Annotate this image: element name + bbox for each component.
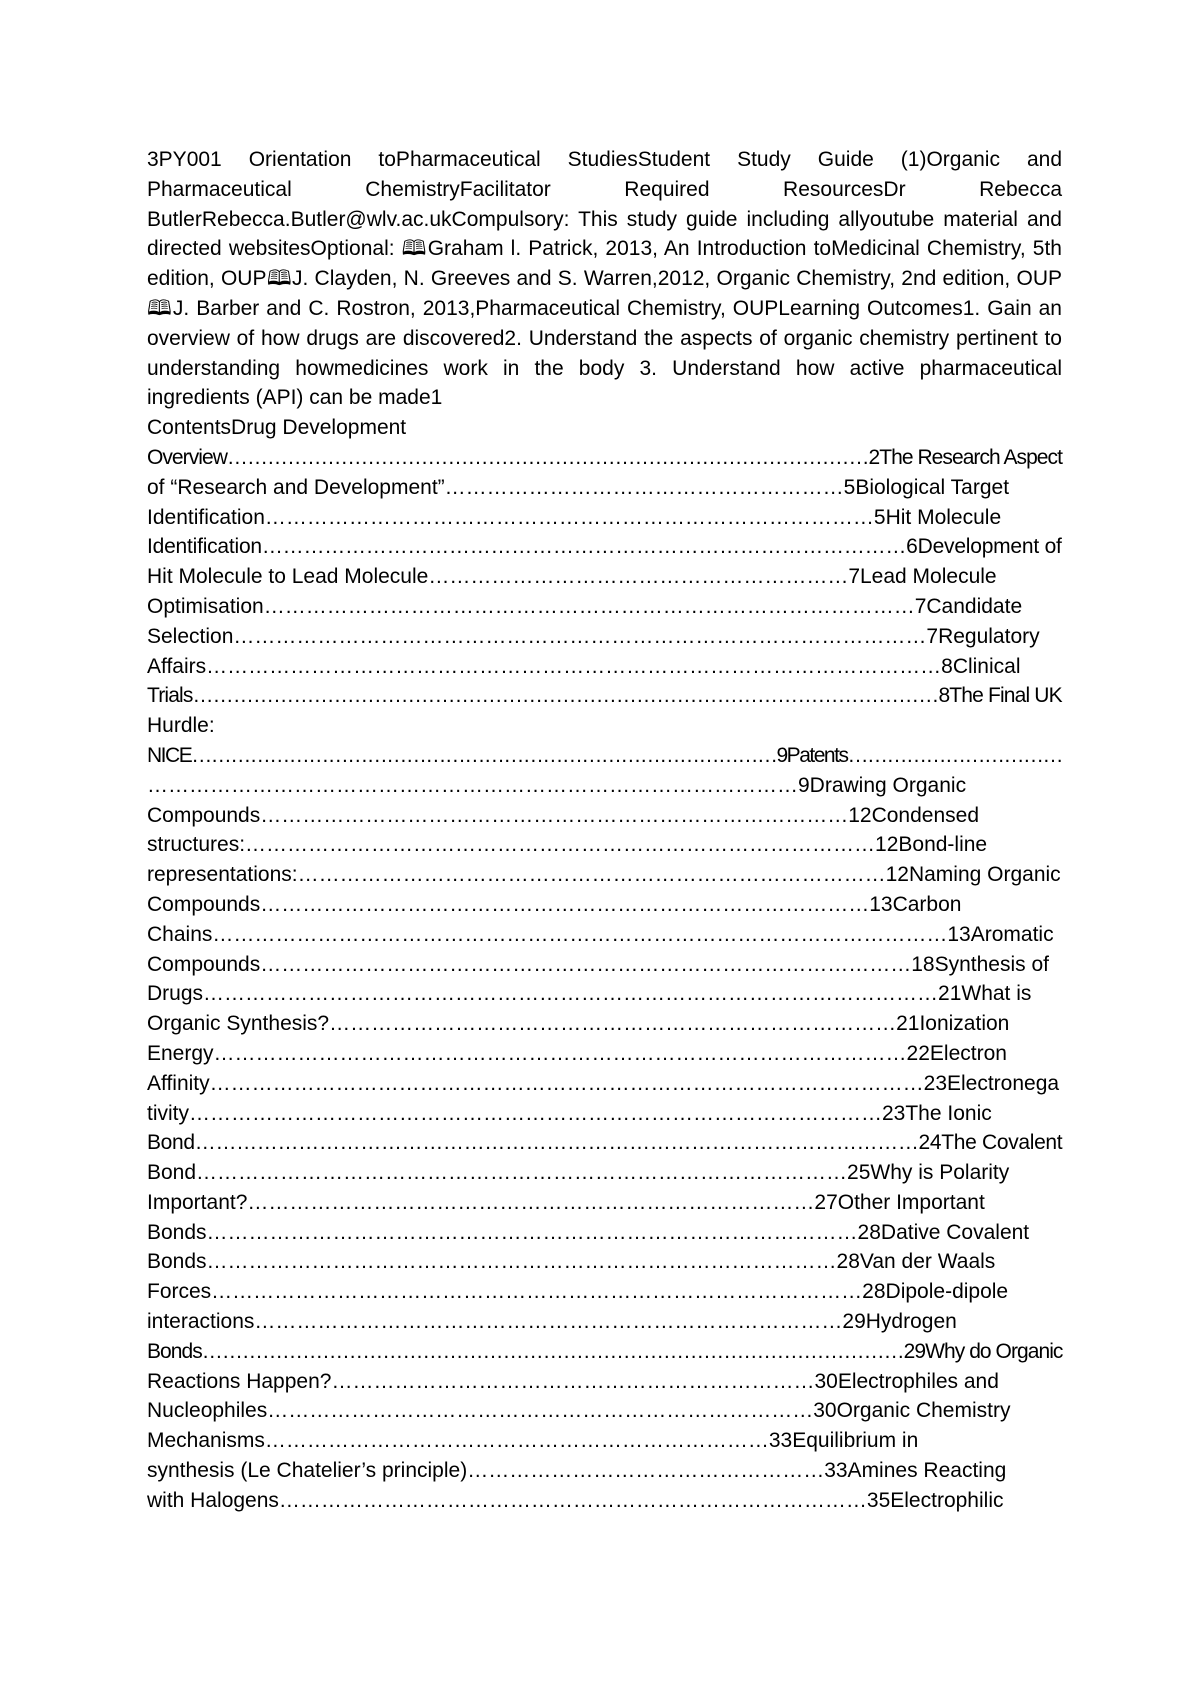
toc-line: NICE………………………………………………………………………………9Patents…………………………… (147, 743, 1063, 767)
toc-line: Optimisation…………………………………………………………………………………7Candidate (147, 594, 1023, 618)
toc-line: Compounds……………………………………………………………………………13Carbon (147, 892, 962, 916)
toc-line: tivity………………………………………………………………………………………23The Ionic (147, 1101, 992, 1125)
toc-line: Compounds…………………………………………………………………………………18Synthesis of (147, 952, 1049, 976)
table-of-contents (147, 413, 1062, 1515)
document-page (147, 145, 1062, 1516)
toc-line: of “Research and Development”…………………………………………………5Biological Target (147, 475, 1010, 499)
toc-line: Chains……………………………………………………………………………………………13Aromatic (147, 922, 1054, 946)
toc-line: Affairs……………………………………………………………………………………………8Clinical (147, 654, 1021, 678)
toc-line: Bonds……………………………………………………………………………………………29Why do Organic (147, 1339, 1063, 1363)
toc-line: Drugs……………………………………………………………………………………………21What is (147, 982, 1032, 1006)
toc-line: Energy………………………………………………………………………………………22Electron (147, 1041, 1007, 1065)
toc-line: interactions…………………………………………………………………………29Hydrogen (147, 1310, 957, 1334)
toc-line: Bond…………………………………………………………………………………25Why is Polarity (147, 1161, 1010, 1185)
toc-line: Mechanisms………………………………………………………………33Equilibrium in (147, 1429, 919, 1453)
toc-line: Nucleophiles……………………………………………………………………30Organic Chemistry (147, 1399, 1011, 1423)
toc-line: Trials…………………………………………………………………………………………………8The Final UK (147, 684, 1062, 708)
toc-line: Overview……………………………………………………………………………………2The Research Aspect (147, 445, 1062, 469)
toc-line: synthesis (Le Chatelier’s principle)……………………………………………33Amines Reacting (147, 1459, 1007, 1483)
intro-paragraph: 3PY001 Orientation toPharmaceutical StudiesStudent Study Guide (1)Organic and Pharmaceutical ChemistryFacilitator Required ResourcesDr Rebecca ButlerRebecca.Butler@wlv.ac.ukCompulsory: This study guide including allyoutube material and directed websitesOptional: 🕮Graham l. Patrick, 2013, An Introduction toMedicinal Chemistry, 5th edition, OUP🕮J. Clayden, N. Greeves and S. Warren,2012, Organic Chemistry, 2nd edition, OUP🕮J. Barber and C. Rostron, 2013,Pharmaceutical Chemistry, OUPLearning Outcomes1. Gain an overview of how drugs are discovered2. Understand the aspects of organic chemistry pertinent to understanding howmedicines work in the body 3. Understand how active pharmaceutical ingredients (API) can be made1 (147, 148, 1062, 410)
toc-line: with Halogens…………………………………………………………………………35Electrophilic (147, 1488, 1004, 1512)
toc-line: Identification……………………………………………………………………………5Hit Molecule (147, 505, 1002, 529)
toc-line: Identification…………………………………………………………………………………6Development of (147, 535, 1062, 559)
toc-line: structures:………………………………………………………………………………12Bond-line (147, 833, 988, 857)
toc-line: Bonds…………………………………………………………………………………28Dative Covalent (147, 1220, 1030, 1244)
toc-line: Selection………………………………………………………………………………………7Regulatory (147, 624, 1040, 648)
toc-line: Forces…………………………………………………………………………………28Dipole-dipole (147, 1280, 1009, 1304)
toc-line: Organic Synthesis?………………………………………………………………………21Ionization (147, 1012, 1010, 1036)
toc-line: Important?………………………………………………………………………27Other Important (147, 1190, 985, 1214)
toc-line: Reactions Happen?……………………………………………………………30Electrophiles and (147, 1369, 999, 1393)
toc-line: Affinity…………………………………………………………………………………………23Electronega (147, 1071, 1060, 1095)
toc-line: Bond……………………………………………………………………………………………24The Covalent (147, 1131, 1063, 1155)
toc-line: Hurdle: (147, 714, 215, 738)
toc-line: …………………………………………………………………………………9Drawing Organic (147, 773, 967, 797)
toc-line: Bonds………………………………………………………………………………28Van der Waals (147, 1250, 996, 1274)
toc-line: ContentsDrug Development (147, 416, 407, 440)
toc-line: representations:…………………………………………………………………………12Naming Organic (147, 863, 1061, 887)
toc-line: Hit Molecule to Lead Molecule……………………………………………………7Lead Molecule (147, 565, 997, 589)
toc-line: Compounds…………………………………………………………………………12Condensed (147, 803, 980, 827)
